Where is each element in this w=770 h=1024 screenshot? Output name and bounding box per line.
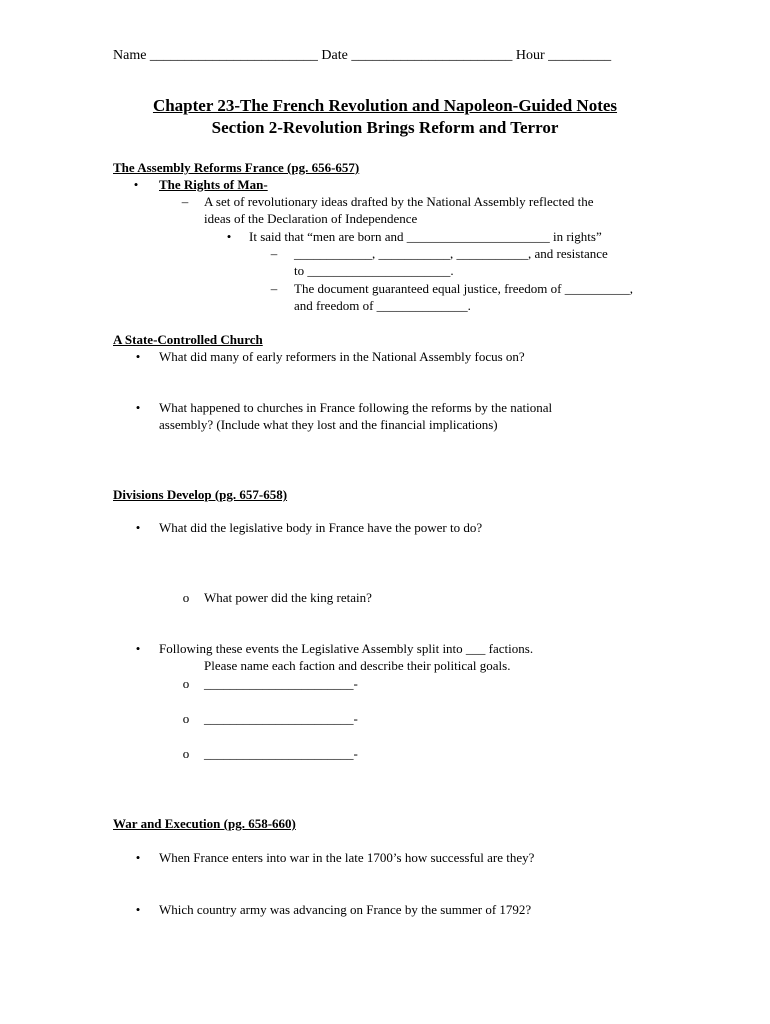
rights-blanks-line1: ____________, ___________, ___________, and resistance <box>294 246 608 261</box>
heading-war-execution-text: War and Execution (pg. 658-660) <box>113 816 296 831</box>
bullet-circle-icon: o <box>182 746 190 761</box>
rights-blanks-line2: to ______________________. <box>294 263 454 278</box>
heading-state-church: A State-Controlled Church <box>113 332 263 347</box>
bullet-circle-icon: o <box>182 590 190 605</box>
question-churches-line2: assembly? (Include what they lost and the financial implications) <box>159 417 498 432</box>
bullet-disc-icon: • <box>135 641 141 656</box>
question-churches-line1: What happened to churches in France following the reforms by the national <box>159 400 553 415</box>
bullet-dash-icon: – <box>270 246 278 261</box>
faction-blank-3: _______________________- <box>204 746 358 761</box>
bullet-disc-icon: • <box>133 177 139 192</box>
question-legislative-power: What did the legislative body in France have the power to do? <box>159 520 483 535</box>
section-title-text: Section 2-Revolution Brings Reform and Terror <box>211 118 559 137</box>
question-advancing-army: Which country army was advancing on France by the summer of 1792? <box>159 902 532 917</box>
bullet-circle-icon: o <box>182 676 190 691</box>
bullet-disc-icon: • <box>226 229 232 244</box>
bullet-disc-icon: • <box>135 520 141 535</box>
bullet-disc-icon: • <box>135 902 141 917</box>
heading-war-execution <box>113 815 296 832</box>
rights-description-line2: ideas of the Declaration of Independence <box>204 211 418 226</box>
question-king-power: What power did the king retain? <box>204 590 372 605</box>
faction-blank-1: _______________________- <box>204 676 358 691</box>
bullet-disc-icon: • <box>135 850 141 865</box>
question-factions-line2: Please name each faction and describe their political goals. <box>204 658 511 673</box>
bullet-disc-icon: • <box>135 400 141 415</box>
rights-description-line1: A set of revolutionary ideas drafted by the National Assembly reflected the <box>204 194 594 209</box>
heading-divisions-develop: Divisions Develop (pg. 657-658) <box>113 487 288 502</box>
question-factions-line1: Following these events the Legislative Assembly split into ___ factions. <box>159 641 534 656</box>
question-reformers-focus: What did many of early reformers in the National Assembly focus on? <box>159 349 525 364</box>
chapter-title: Chapter 23-The French Revolution and Napoleon-Guided Notes <box>152 96 618 115</box>
rights-of-man-item: The Rights of Man- <box>159 177 268 192</box>
page-title <box>0 95 770 117</box>
guaranteed-line2: and freedom of ______________. <box>294 298 471 313</box>
bullet-disc-icon: • <box>135 349 141 364</box>
name-date-hour-line: Name ________________________ Date _______________________ Hour _________ <box>113 48 612 63</box>
question-war-success: When France enters into war in the late 1700’s how successful are they? <box>159 850 535 865</box>
bullet-dash-icon: – <box>270 281 278 296</box>
guaranteed-line1: The document guaranteed equal justice, freedom of __________, <box>294 281 633 296</box>
faction-blank-2: _______________________- <box>204 711 358 726</box>
bullet-circle-icon: o <box>182 711 190 726</box>
men-born-line: It said that “men are born and ______________________ in rights” <box>249 229 602 244</box>
section-title <box>0 117 770 139</box>
bullet-dash-icon: – <box>181 194 189 209</box>
heading-assembly-reforms: The Assembly Reforms France (pg. 656-657) <box>113 160 360 175</box>
